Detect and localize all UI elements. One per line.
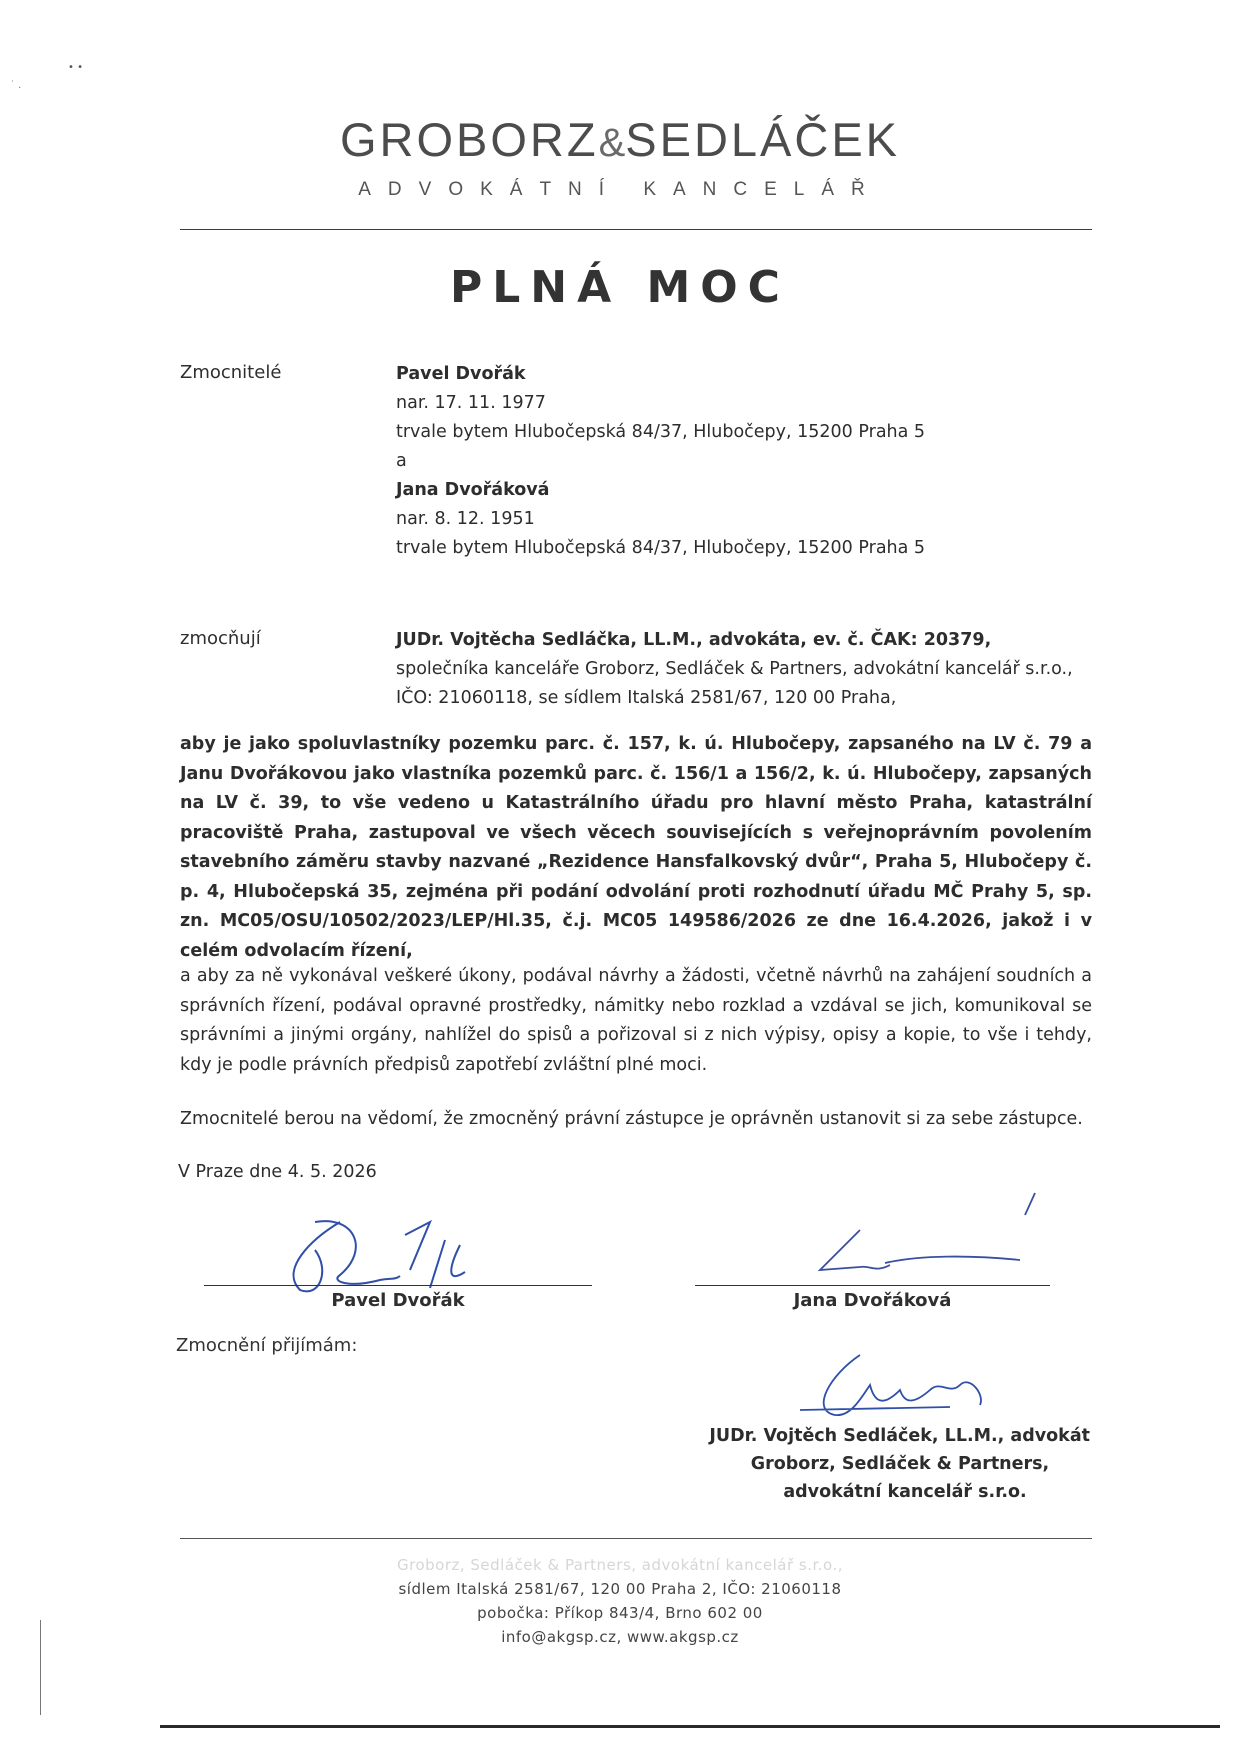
attorney-line-1: JUDr. Vojtěcha Sedláčka, LL.M., advokáta, ev. č. ČAK: 20379, — [396, 630, 992, 650]
brand-left: GROBORZ — [339, 113, 599, 166]
footer-line-1: Groborz, Sedláček & Partners, advokátní kancelář s.r.o., — [397, 1556, 843, 1574]
footer-divider — [180, 1538, 1092, 1539]
scan-speck: ˙ . — [10, 80, 22, 91]
signer-name-right: Jana Dvořáková — [793, 1290, 952, 1311]
powers-paragraph: a aby za ně vykonával veškeré úkony, podával návrhy a žádosti, včetně návrhů na zahájení soudních a správních řízení, podával opravné prostředky, námitky nebo rozklad a vzdával se jich, komunikoval se správními a jinými orgány, nahlížel do spisů a pořizoval si z nich výpisy, opisy a kopie, to vše i tehdy, kdy je podle právních předpisů zapotřebí zvláštní plné moci. — [180, 966, 1092, 1075]
signature-line-right — [695, 1285, 1050, 1286]
attorney-line-2: společníka kanceláře Groborz, Sedláček & Partners, advokátní kancelář s.r.o., — [396, 659, 1073, 679]
firm-logo — [0, 112, 1240, 167]
attorney-sign-line-2: Groborz, Sedláček & Partners, — [750, 1454, 1050, 1474]
signature-attorney — [790, 1345, 1010, 1425]
brand-ampersand: & — [598, 121, 626, 165]
brand-right: SEDLÁČEK — [625, 113, 901, 166]
attorney-sign-line-1: JUDr. Vojtěch Sedláček, LL.M., advokát — [709, 1426, 1090, 1446]
scan-margin-mark — [40, 1620, 41, 1715]
signature-jana — [800, 1185, 1060, 1285]
header-divider — [180, 229, 1092, 230]
principal-2-birth: nar. 8. 12. 1951 — [396, 509, 535, 529]
principals-label: Zmocnitelé — [180, 362, 282, 383]
signer-name-left: Pavel Dvořák — [331, 1290, 465, 1311]
scan-speck: • • — [68, 62, 83, 73]
footer-line-3: pobočka: Příkop 843/4, Brno 602 00 — [477, 1604, 763, 1622]
attorney-signature-block — [690, 1422, 1090, 1506]
acceptance-label: Zmocnění přijímám: — [176, 1335, 358, 1356]
principal-2-name: Jana Dvořáková — [396, 480, 550, 500]
attorney-line-3: IČO: 21060118, se sídlem Italská 2581/67, 120 00 Praha, — [396, 688, 897, 708]
attorney-block — [396, 626, 1073, 713]
principal-1-birth: nar. 17. 11. 1977 — [396, 393, 546, 413]
scope-paragraph: aby je jako spoluvlastníky pozemku parc. č. 157, k. ú. Hlubočepy, zapsaného na LV č. 79 a Janu Dvořákovou jako vlastníka pozemků parc. č. 156/1 a 156/2, k. ú. Hlubočepy, zapsaných na LV č. 39, to vše vedeno u Katastrálního úřadu pro hlavní město Praha, katastrální pracoviště Praha, zastupoval ve všech věcech souvisejících s veřejnoprávním povolením stavebního záměru stavby nazvané „Rezidence Hansfalkovský dvůr“, Praha 5, Hlubočepy č. p. 4, Hlubočepská 35, zejména při podání odvolání proti rozhodnutí úřadu MČ Prahy 5, sp. zn. MC05/OSU/10502/2023/LEP/Hl.35, č.j. MC05 149586/2026 ze dne 16.4.2026, jakož i v celém odvolacím řízení, — [180, 734, 1092, 961]
signature-pavel — [270, 1210, 510, 1300]
footer-line-4: info@akgsp.cz, www.akgsp.cz — [501, 1628, 739, 1646]
principal-1-name: Pavel Dvořák — [396, 364, 526, 384]
substitute-paragraph: Zmocnitelé berou na vědomí, že zmocněný právní zástupce je oprávněn ustanovit si za sebe zástupce. — [180, 1109, 1083, 1129]
principals-block — [396, 360, 925, 563]
principals-conjunction: a — [396, 451, 407, 471]
scan-bottom-edge — [160, 1725, 1220, 1728]
principal-1-address: trvale bytem Hlubočepská 84/37, Hlubočepy, 15200 Praha 5 — [396, 422, 926, 442]
place-date: V Praze dne 4. 5. 2026 — [178, 1162, 377, 1182]
attorney-sign-line-3: advokátní kancelář s.r.o. — [783, 1482, 1027, 1502]
document-title: PLNÁ MOC — [450, 262, 790, 313]
attorney-label: zmocňují — [180, 628, 261, 649]
principal-2-address: trvale bytem Hlubočepská 84/37, Hlubočepy, 15200 Praha 5 — [396, 538, 926, 558]
firm-subtitle: ADVOKÁTNÍ KANCELÁŘ — [358, 179, 882, 200]
footer-line-2: sídlem Italská 2581/67, 120 00 Praha 2, IČO: 21060118 — [398, 1580, 842, 1598]
signature-line-left — [204, 1285, 592, 1286]
